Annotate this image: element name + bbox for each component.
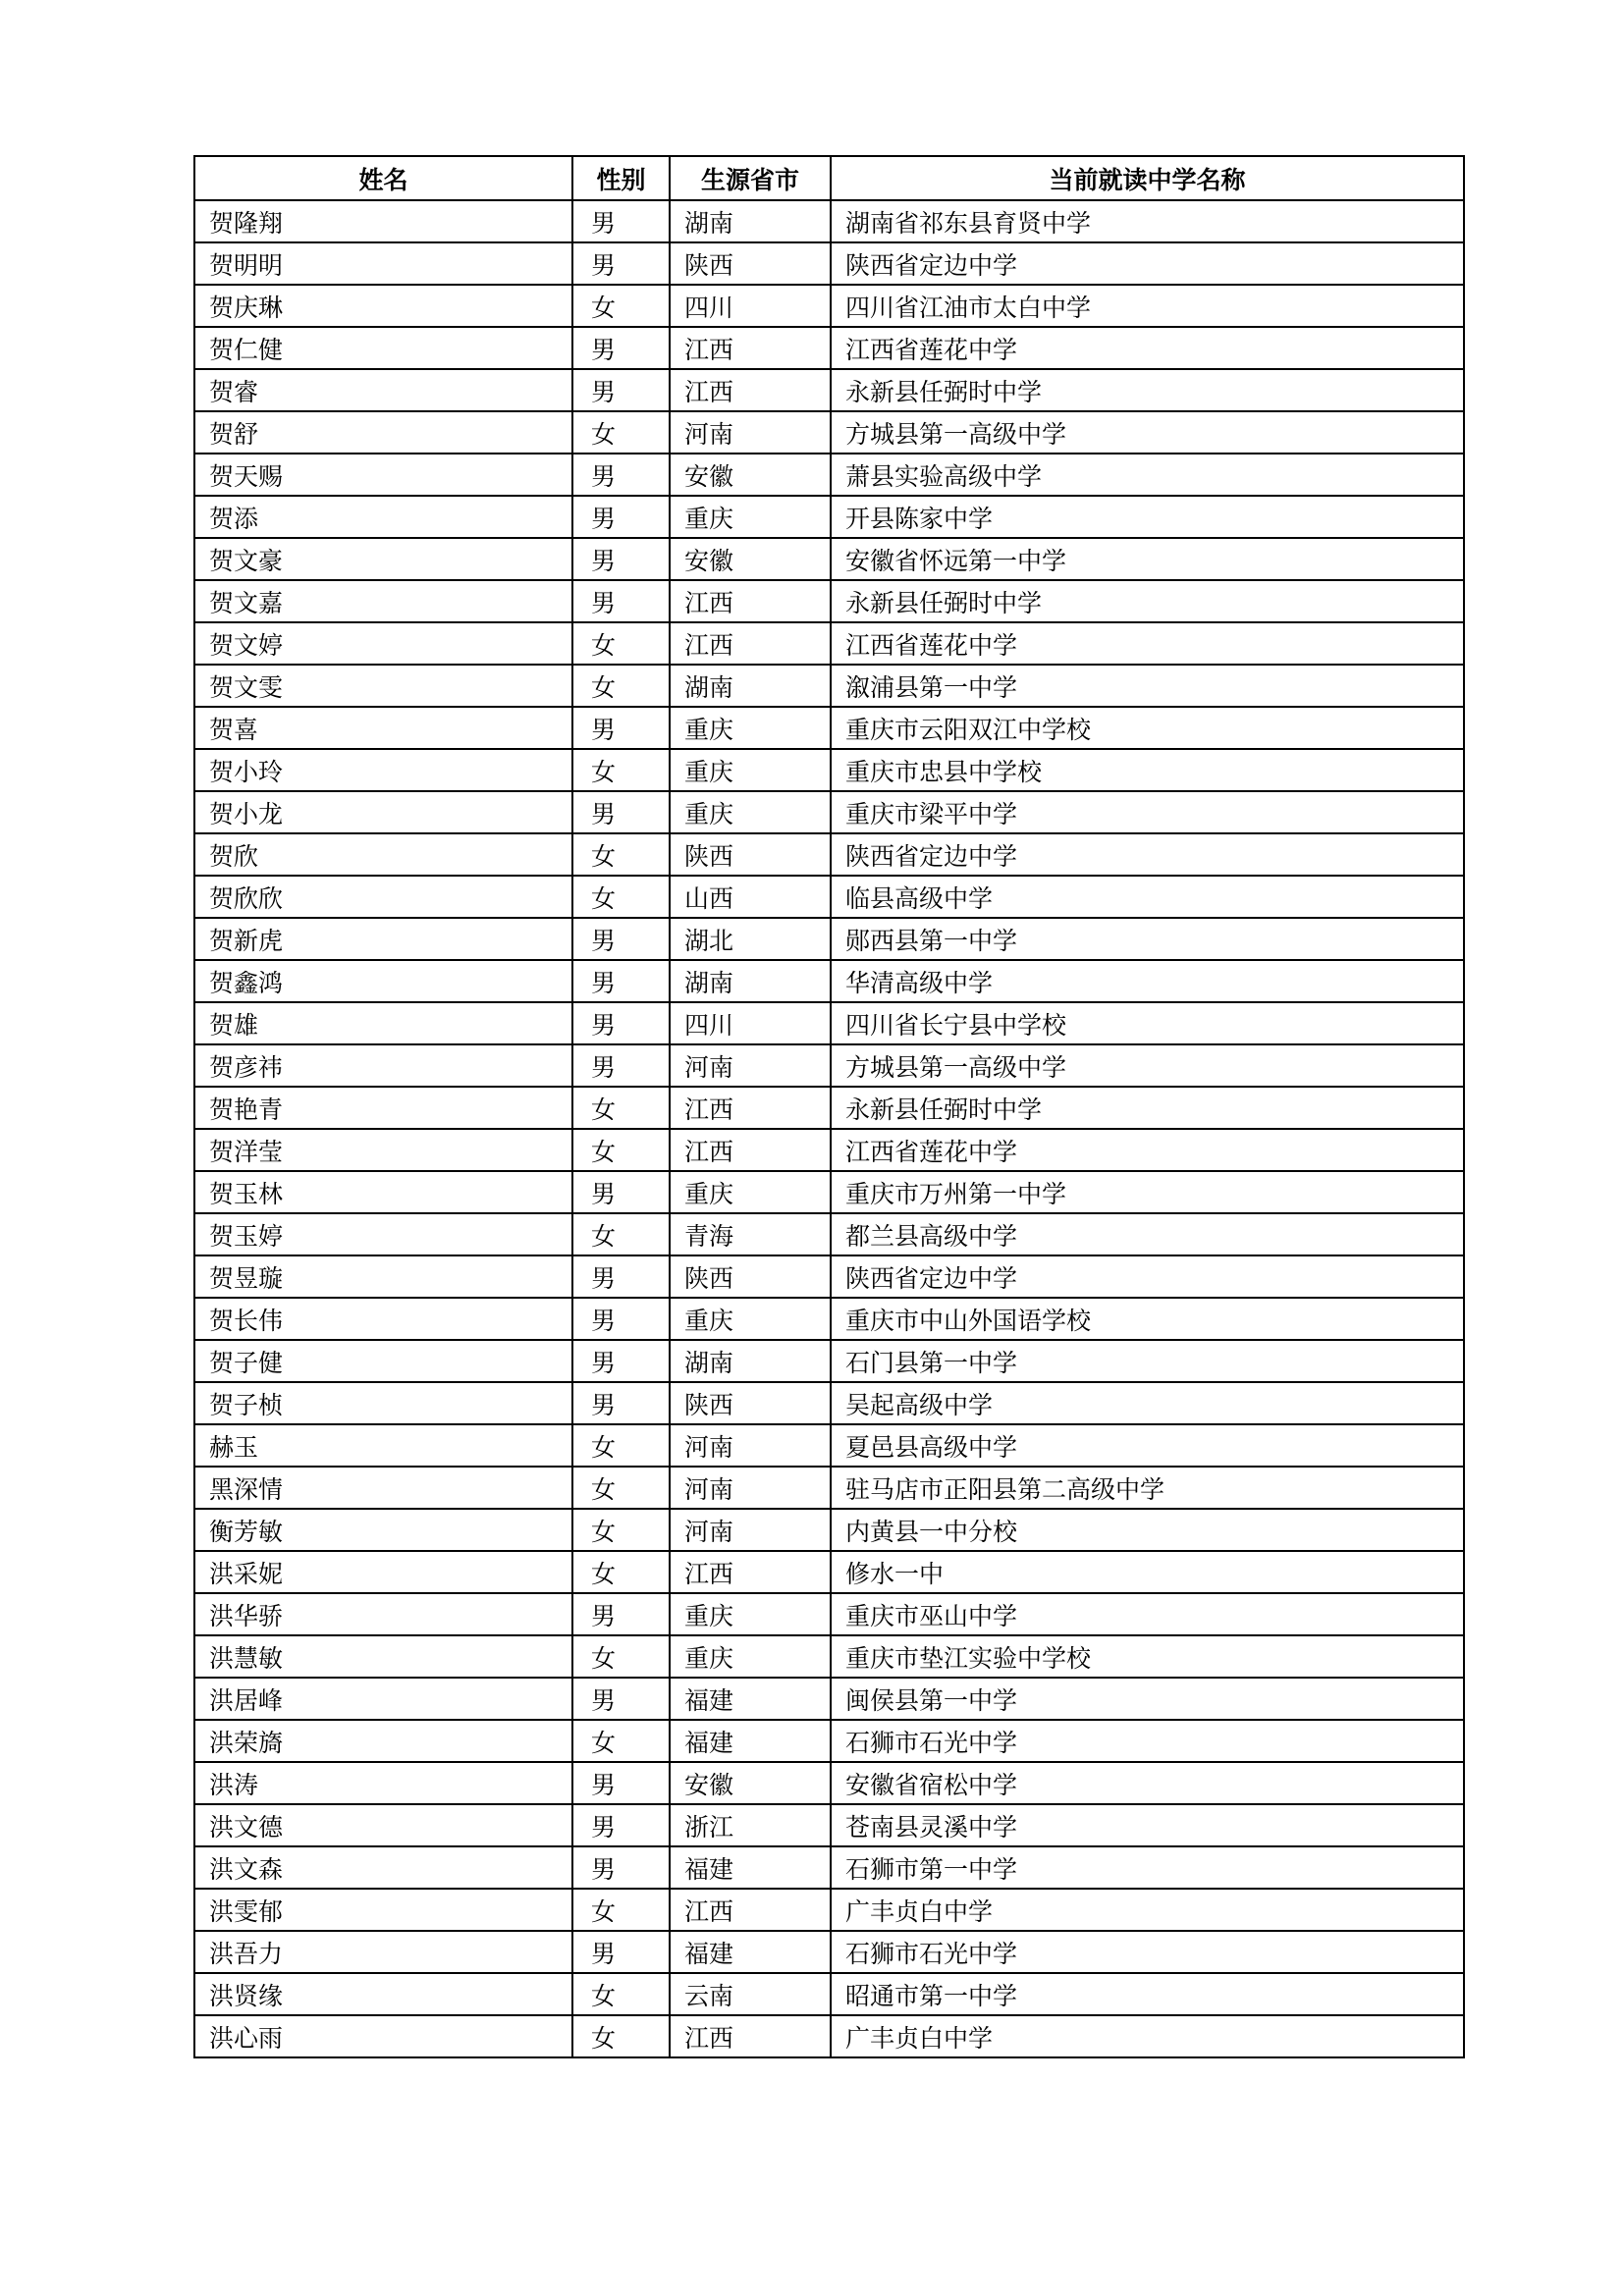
cell-gender: 女 bbox=[572, 1467, 670, 1509]
cell-name: 洪居峰 bbox=[194, 1678, 572, 1720]
cell-province: 江西 bbox=[670, 1551, 831, 1593]
cell-gender: 男 bbox=[572, 327, 670, 369]
cell-province: 江西 bbox=[670, 369, 831, 411]
cell-name: 贺长伟 bbox=[194, 1298, 572, 1340]
cell-gender: 女 bbox=[572, 1213, 670, 1255]
table-row bbox=[194, 1889, 1464, 1931]
table-row bbox=[194, 242, 1464, 285]
table-row bbox=[194, 1635, 1464, 1678]
table-row bbox=[194, 1298, 1464, 1340]
cell-name: 贺庆琳 bbox=[194, 285, 572, 327]
cell-school: 江西省莲花中学 bbox=[831, 622, 1464, 665]
cell-gender: 女 bbox=[572, 1129, 670, 1171]
cell-name: 洪涛 bbox=[194, 1762, 572, 1804]
cell-gender: 女 bbox=[572, 2015, 670, 2057]
cell-gender: 男 bbox=[572, 1044, 670, 1087]
cell-gender: 男 bbox=[572, 791, 670, 833]
cell-name: 洪采妮 bbox=[194, 1551, 572, 1593]
table-row bbox=[194, 1467, 1464, 1509]
cell-gender: 女 bbox=[572, 833, 670, 876]
cell-name: 赫玉 bbox=[194, 1424, 572, 1467]
cell-province: 湖南 bbox=[670, 665, 831, 707]
table-row bbox=[194, 200, 1464, 242]
table-row bbox=[194, 918, 1464, 960]
table-row bbox=[194, 707, 1464, 749]
cell-gender: 男 bbox=[572, 960, 670, 1002]
cell-gender: 男 bbox=[572, 1340, 670, 1382]
cell-school: 永新县任弼时中学 bbox=[831, 369, 1464, 411]
cell-gender: 男 bbox=[572, 918, 670, 960]
cell-school: 重庆市巫山中学 bbox=[831, 1593, 1464, 1635]
cell-name: 贺玉婷 bbox=[194, 1213, 572, 1255]
cell-name: 贺彦祎 bbox=[194, 1044, 572, 1087]
table-row bbox=[194, 1002, 1464, 1044]
cell-gender: 女 bbox=[572, 1509, 670, 1551]
cell-province: 河南 bbox=[670, 1467, 831, 1509]
cell-name: 贺明明 bbox=[194, 242, 572, 285]
cell-gender: 男 bbox=[572, 1298, 670, 1340]
cell-school: 溆浦县第一中学 bbox=[831, 665, 1464, 707]
cell-school: 永新县任弼时中学 bbox=[831, 1087, 1464, 1129]
cell-gender: 男 bbox=[572, 1762, 670, 1804]
cell-name: 洪贤缘 bbox=[194, 1973, 572, 2015]
cell-name: 贺添 bbox=[194, 496, 572, 538]
cell-school: 昭通市第一中学 bbox=[831, 1973, 1464, 2015]
table-row bbox=[194, 1213, 1464, 1255]
table-row bbox=[194, 496, 1464, 538]
table-row bbox=[194, 665, 1464, 707]
cell-province: 青海 bbox=[670, 1213, 831, 1255]
cell-gender: 男 bbox=[572, 1678, 670, 1720]
cell-gender: 女 bbox=[572, 1551, 670, 1593]
cell-school: 永新县任弼时中学 bbox=[831, 580, 1464, 622]
cell-gender: 女 bbox=[572, 749, 670, 791]
cell-province: 陕西 bbox=[670, 1382, 831, 1424]
cell-gender: 男 bbox=[572, 1846, 670, 1889]
cell-school: 江西省莲花中学 bbox=[831, 1129, 1464, 1171]
cell-gender: 女 bbox=[572, 1889, 670, 1931]
table-row bbox=[194, 1762, 1464, 1804]
cell-name: 贺鑫鸿 bbox=[194, 960, 572, 1002]
cell-gender: 男 bbox=[572, 200, 670, 242]
table-row bbox=[194, 1382, 1464, 1424]
table-row bbox=[194, 285, 1464, 327]
cell-province: 福建 bbox=[670, 1931, 831, 1973]
table-row bbox=[194, 2015, 1464, 2057]
cell-gender: 女 bbox=[572, 411, 670, 454]
cell-school: 吴起高级中学 bbox=[831, 1382, 1464, 1424]
cell-school: 湖南省祁东县育贤中学 bbox=[831, 200, 1464, 242]
table-row bbox=[194, 833, 1464, 876]
cell-school: 重庆市云阳双江中学校 bbox=[831, 707, 1464, 749]
cell-province: 陕西 bbox=[670, 1255, 831, 1298]
cell-gender: 女 bbox=[572, 665, 670, 707]
table-row bbox=[194, 1804, 1464, 1846]
table-row bbox=[194, 538, 1464, 580]
cell-province: 陕西 bbox=[670, 242, 831, 285]
table-body bbox=[194, 200, 1464, 2057]
cell-school: 驻马店市正阳县第二高级中学 bbox=[831, 1467, 1464, 1509]
cell-province: 重庆 bbox=[670, 1593, 831, 1635]
cell-name: 洪文德 bbox=[194, 1804, 572, 1846]
cell-gender: 男 bbox=[572, 1931, 670, 1973]
cell-province: 安徽 bbox=[670, 1762, 831, 1804]
cell-school: 江西省莲花中学 bbox=[831, 327, 1464, 369]
cell-province: 福建 bbox=[670, 1720, 831, 1762]
cell-school: 四川省长宁县中学校 bbox=[831, 1002, 1464, 1044]
header-name: 姓名 bbox=[194, 156, 572, 200]
cell-gender: 男 bbox=[572, 580, 670, 622]
cell-name: 洪慧敏 bbox=[194, 1635, 572, 1678]
cell-province: 浙江 bbox=[670, 1804, 831, 1846]
cell-gender: 女 bbox=[572, 1087, 670, 1129]
header-province: 生源省市 bbox=[670, 156, 831, 200]
cell-name: 贺小玲 bbox=[194, 749, 572, 791]
cell-school: 安徽省怀远第一中学 bbox=[831, 538, 1464, 580]
cell-school: 华清高级中学 bbox=[831, 960, 1464, 1002]
table-row bbox=[194, 1931, 1464, 1973]
cell-name: 贺喜 bbox=[194, 707, 572, 749]
cell-gender: 男 bbox=[572, 1804, 670, 1846]
cell-province: 重庆 bbox=[670, 496, 831, 538]
cell-school: 苍南县灵溪中学 bbox=[831, 1804, 1464, 1846]
cell-name: 贺玉林 bbox=[194, 1171, 572, 1213]
table-row bbox=[194, 1129, 1464, 1171]
cell-gender: 男 bbox=[572, 496, 670, 538]
table-row bbox=[194, 791, 1464, 833]
table-row bbox=[194, 580, 1464, 622]
cell-gender: 女 bbox=[572, 285, 670, 327]
cell-province: 重庆 bbox=[670, 707, 831, 749]
cell-province: 江西 bbox=[670, 327, 831, 369]
table-row bbox=[194, 876, 1464, 918]
table-row bbox=[194, 1340, 1464, 1382]
table-row bbox=[194, 411, 1464, 454]
table-row bbox=[194, 749, 1464, 791]
cell-province: 福建 bbox=[670, 1846, 831, 1889]
cell-province: 重庆 bbox=[670, 1635, 831, 1678]
cell-name: 贺仁健 bbox=[194, 327, 572, 369]
cell-school: 陕西省定边中学 bbox=[831, 833, 1464, 876]
cell-name: 洪吾力 bbox=[194, 1931, 572, 1973]
cell-gender: 女 bbox=[572, 876, 670, 918]
cell-name: 洪心雨 bbox=[194, 2015, 572, 2057]
cell-province: 河南 bbox=[670, 1424, 831, 1467]
cell-school: 石狮市第一中学 bbox=[831, 1846, 1464, 1889]
table-row bbox=[194, 1509, 1464, 1551]
table-row bbox=[194, 1551, 1464, 1593]
cell-name: 贺欣欣 bbox=[194, 876, 572, 918]
cell-province: 湖南 bbox=[670, 1340, 831, 1382]
cell-province: 安徽 bbox=[670, 538, 831, 580]
cell-name: 贺文豪 bbox=[194, 538, 572, 580]
cell-school: 四川省江油市太白中学 bbox=[831, 285, 1464, 327]
cell-gender: 男 bbox=[572, 454, 670, 496]
cell-school: 修水一中 bbox=[831, 1551, 1464, 1593]
cell-name: 黑深情 bbox=[194, 1467, 572, 1509]
cell-name: 贺子桢 bbox=[194, 1382, 572, 1424]
cell-name: 贺文雯 bbox=[194, 665, 572, 707]
cell-name: 贺昱璇 bbox=[194, 1255, 572, 1298]
cell-school: 陕西省定边中学 bbox=[831, 242, 1464, 285]
table-row bbox=[194, 1846, 1464, 1889]
cell-province: 山西 bbox=[670, 876, 831, 918]
cell-school: 临县高级中学 bbox=[831, 876, 1464, 918]
cell-gender: 男 bbox=[572, 1382, 670, 1424]
table-row bbox=[194, 327, 1464, 369]
cell-province: 江西 bbox=[670, 1889, 831, 1931]
cell-gender: 男 bbox=[572, 1171, 670, 1213]
cell-school: 重庆市万州第一中学 bbox=[831, 1171, 1464, 1213]
table-row bbox=[194, 1720, 1464, 1762]
cell-name: 贺睿 bbox=[194, 369, 572, 411]
cell-province: 湖南 bbox=[670, 200, 831, 242]
cell-school: 都兰县高级中学 bbox=[831, 1213, 1464, 1255]
cell-gender: 男 bbox=[572, 242, 670, 285]
cell-gender: 男 bbox=[572, 707, 670, 749]
table-row bbox=[194, 1678, 1464, 1720]
cell-province: 江西 bbox=[670, 1087, 831, 1129]
cell-province: 湖南 bbox=[670, 960, 831, 1002]
student-table bbox=[193, 155, 1465, 2058]
cell-name: 贺文嘉 bbox=[194, 580, 572, 622]
cell-province: 河南 bbox=[670, 1044, 831, 1087]
cell-province: 河南 bbox=[670, 411, 831, 454]
cell-province: 江西 bbox=[670, 580, 831, 622]
header-school: 当前就读中学名称 bbox=[831, 156, 1464, 200]
cell-province: 陕西 bbox=[670, 833, 831, 876]
cell-name: 贺文婷 bbox=[194, 622, 572, 665]
cell-province: 湖北 bbox=[670, 918, 831, 960]
cell-name: 贺子健 bbox=[194, 1340, 572, 1382]
cell-gender: 男 bbox=[572, 538, 670, 580]
cell-school: 重庆市垫江实验中学校 bbox=[831, 1635, 1464, 1678]
cell-province: 江西 bbox=[670, 622, 831, 665]
cell-school: 重庆市梁平中学 bbox=[831, 791, 1464, 833]
cell-school: 重庆市中山外国语学校 bbox=[831, 1298, 1464, 1340]
cell-name: 贺小龙 bbox=[194, 791, 572, 833]
cell-school: 广丰贞白中学 bbox=[831, 1889, 1464, 1931]
cell-province: 江西 bbox=[670, 1129, 831, 1171]
cell-name: 洪文森 bbox=[194, 1846, 572, 1889]
cell-name: 贺洋莹 bbox=[194, 1129, 572, 1171]
cell-name: 衡芳敏 bbox=[194, 1509, 572, 1551]
cell-school: 内黄县一中分校 bbox=[831, 1509, 1464, 1551]
table-row bbox=[194, 1171, 1464, 1213]
table-row bbox=[194, 369, 1464, 411]
table-row bbox=[194, 622, 1464, 665]
cell-gender: 男 bbox=[572, 1593, 670, 1635]
table-row bbox=[194, 1593, 1464, 1635]
cell-school: 石狮市石光中学 bbox=[831, 1720, 1464, 1762]
cell-province: 四川 bbox=[670, 285, 831, 327]
table-row bbox=[194, 960, 1464, 1002]
cell-gender: 男 bbox=[572, 369, 670, 411]
cell-school: 萧县实验高级中学 bbox=[831, 454, 1464, 496]
cell-name: 洪荣旖 bbox=[194, 1720, 572, 1762]
cell-name: 洪华骄 bbox=[194, 1593, 572, 1635]
table-row bbox=[194, 1044, 1464, 1087]
cell-school: 方城县第一高级中学 bbox=[831, 1044, 1464, 1087]
table-row bbox=[194, 1424, 1464, 1467]
cell-gender: 女 bbox=[572, 1973, 670, 2015]
cell-name: 贺欣 bbox=[194, 833, 572, 876]
cell-gender: 男 bbox=[572, 1255, 670, 1298]
cell-school: 陕西省定边中学 bbox=[831, 1255, 1464, 1298]
table-row bbox=[194, 1973, 1464, 2015]
cell-name: 贺新虎 bbox=[194, 918, 572, 960]
cell-name: 贺艳青 bbox=[194, 1087, 572, 1129]
cell-school: 夏邑县高级中学 bbox=[831, 1424, 1464, 1467]
header-gender: 性别 bbox=[572, 156, 670, 200]
cell-province: 重庆 bbox=[670, 1298, 831, 1340]
cell-name: 贺舒 bbox=[194, 411, 572, 454]
cell-province: 江西 bbox=[670, 2015, 831, 2057]
cell-school: 郧西县第一中学 bbox=[831, 918, 1464, 960]
cell-province: 云南 bbox=[670, 1973, 831, 2015]
cell-school: 重庆市忠县中学校 bbox=[831, 749, 1464, 791]
cell-province: 福建 bbox=[670, 1678, 831, 1720]
cell-school: 方城县第一高级中学 bbox=[831, 411, 1464, 454]
cell-gender: 男 bbox=[572, 1002, 670, 1044]
cell-school: 石狮市石光中学 bbox=[831, 1931, 1464, 1973]
table-row bbox=[194, 1087, 1464, 1129]
table-row bbox=[194, 454, 1464, 496]
cell-province: 重庆 bbox=[670, 749, 831, 791]
cell-name: 贺天赐 bbox=[194, 454, 572, 496]
cell-school: 闽侯县第一中学 bbox=[831, 1678, 1464, 1720]
cell-school: 安徽省宿松中学 bbox=[831, 1762, 1464, 1804]
cell-gender: 女 bbox=[572, 622, 670, 665]
cell-gender: 女 bbox=[572, 1720, 670, 1762]
cell-province: 河南 bbox=[670, 1509, 831, 1551]
cell-name: 洪雯郁 bbox=[194, 1889, 572, 1931]
table-row bbox=[194, 1255, 1464, 1298]
cell-school: 开县陈家中学 bbox=[831, 496, 1464, 538]
cell-gender: 女 bbox=[572, 1635, 670, 1678]
cell-name: 贺雄 bbox=[194, 1002, 572, 1044]
cell-name: 贺隆翔 bbox=[194, 200, 572, 242]
cell-province: 四川 bbox=[670, 1002, 831, 1044]
cell-gender: 女 bbox=[572, 1424, 670, 1467]
table-header-row bbox=[194, 156, 1464, 200]
cell-province: 重庆 bbox=[670, 791, 831, 833]
cell-school: 石门县第一中学 bbox=[831, 1340, 1464, 1382]
cell-school: 广丰贞白中学 bbox=[831, 2015, 1464, 2057]
cell-province: 重庆 bbox=[670, 1171, 831, 1213]
cell-province: 安徽 bbox=[670, 454, 831, 496]
